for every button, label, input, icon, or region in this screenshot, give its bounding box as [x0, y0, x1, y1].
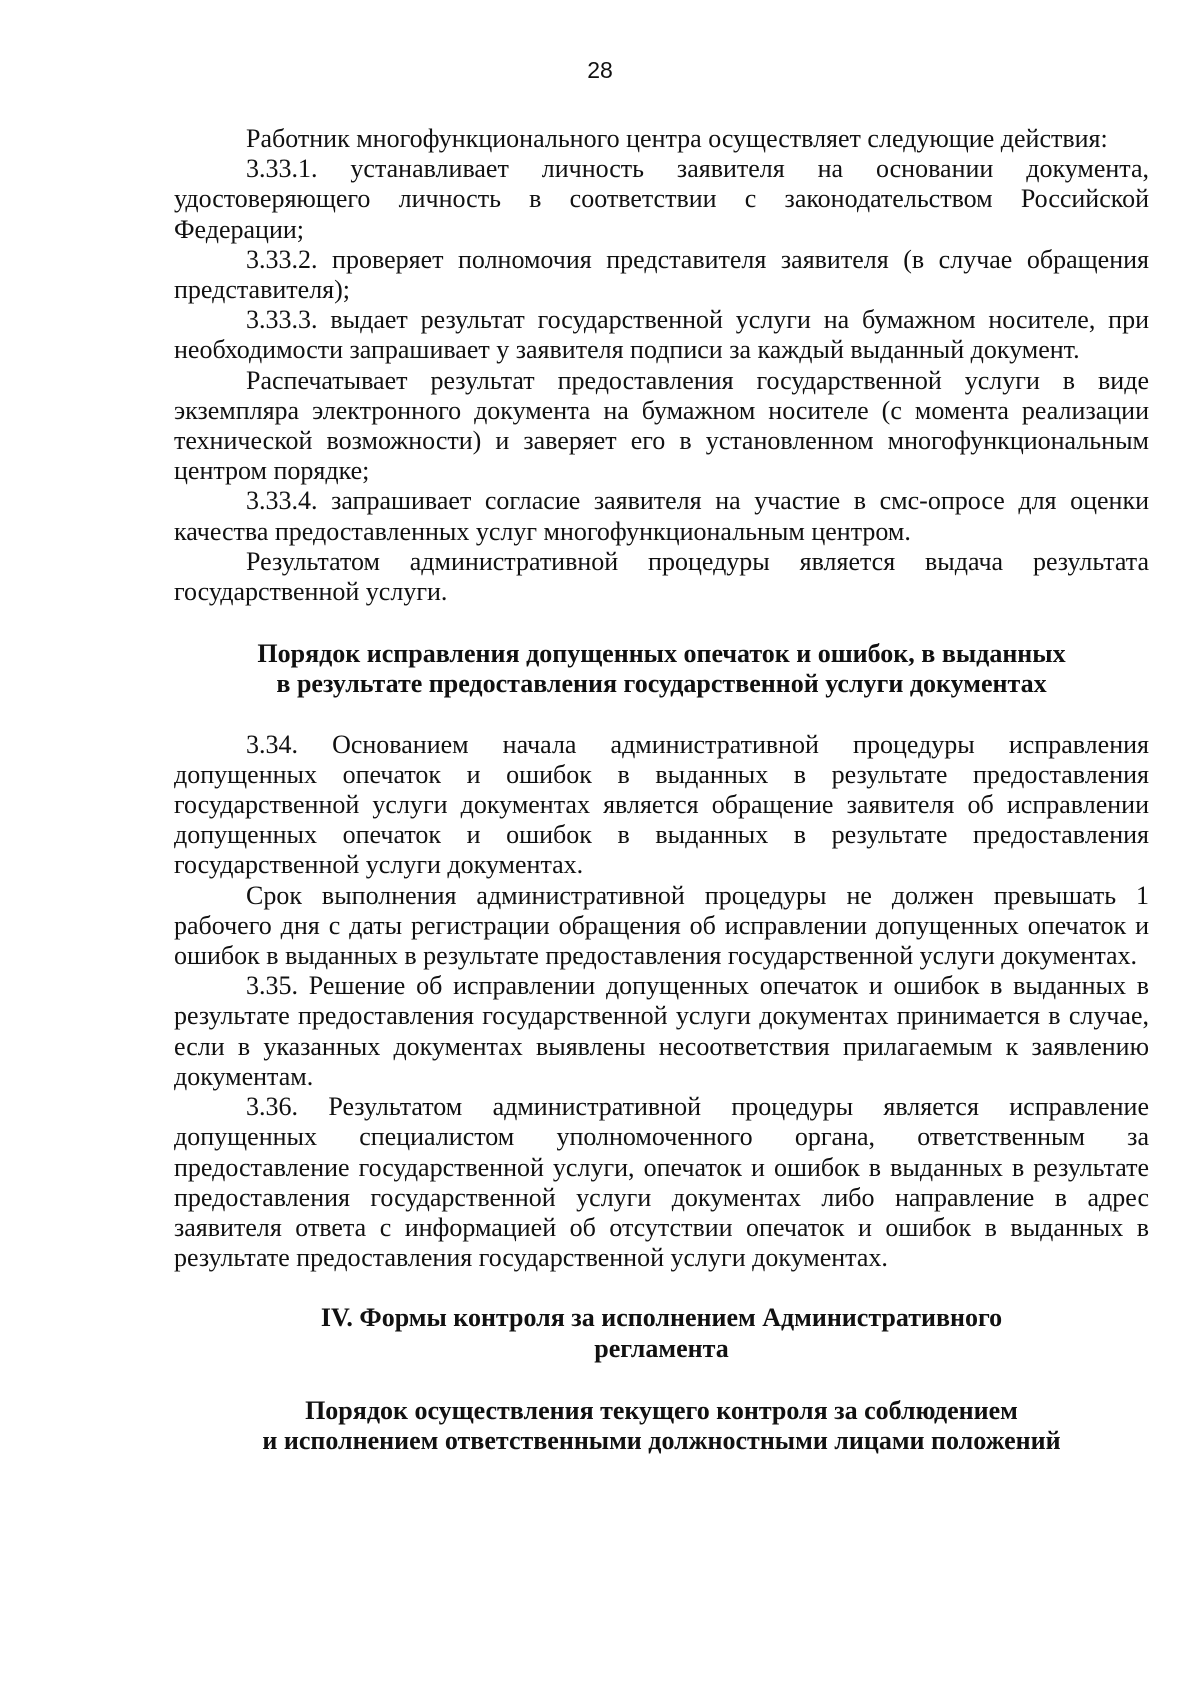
- paragraph-3-33-3: 3.33.3. выдает результат государственной услуги на бумажном носителе, при необходимости запрашивает у заявителя подписи за каждый выданный документ.: [174, 305, 1149, 365]
- paragraph-deadline: Срок выполнения административной процедуры не должен превышать 1 рабочего дня с даты регистрации обращения об исправлении допущенных опечаток и ошибок в выданных в результате предоставления государственной услуги документах.: [174, 880, 1149, 971]
- paragraph-3-33-2: 3.33.2. проверяет полномочия представителя заявителя (в случае обращения представителя);: [174, 244, 1149, 305]
- page-number: 28: [587, 57, 613, 83]
- spacer: [174, 1364, 1149, 1396]
- heading-corrections-line-1: Порядок исправления допущенных опечаток и ошибок, в выданных: [257, 639, 1066, 669]
- spacer: [174, 607, 1149, 639]
- heading-section-iv-line-1: IV. Формы контроля за исполнением Административного: [320, 1303, 1003, 1333]
- paragraph-mfc-actions-intro: Работник многофункционального центра осуществляет следующие действия:: [246, 124, 1108, 153]
- heading-current-control-line-1: Порядок осуществления текущего контроля за соблюдением: [305, 1395, 1018, 1425]
- paragraph-3-34: 3.34. Основанием начала административной процедуры исправления допущенных опечаток и ошибок в выданных в результате предоставления государственной услуги документах является обращение заявителя об исправлении допущенных опечаток и ошибок в выданных в результате предоставления государственной услуги документах.: [174, 729, 1149, 880]
- heading-section-iv-line-2: регламента: [594, 1333, 729, 1363]
- paragraph-3-33-4: 3.33.4. запрашивает согласие заявителя на участие в смс-опросе для оценки качества предоставленных услуг многофункциональным центром.: [174, 486, 1149, 546]
- heading-current-control: [174, 1396, 1149, 1456]
- heading-corrections-line-2: в результате предоставления государственной услуги документах: [276, 669, 1047, 699]
- heading-current-control-line-2: и исполнением ответственными должностными лицами положений: [262, 1425, 1061, 1455]
- paragraph-3-36: 3.36. Результатом административной процедуры является исправление допущенных специалистом уполномоченного органа, ответственным за предоставление государственной услуги, опечаток и ошибок в выданных в результате предоставления государственной услуги документах либо направление в адрес заявителя ответа с информацией об отсутствии опечаток и ошибок в выданных в результате предоставления государственной услуги документах.: [174, 1092, 1149, 1273]
- heading-section-iv: [174, 1303, 1149, 1363]
- paragraph-3-35: 3.35. Решение об исправлении допущенных опечаток и ошибок в выданных в результате предоставления государственной услуги документах принимается в случае, если в указанных документах выявлены несоответствия прилагаемым к заявлению документам.: [174, 971, 1149, 1091]
- heading-corrections: [174, 639, 1149, 699]
- paragraph-3-33-1: 3.33.1. устанавливает личность заявителя на основании документа, удостоверяющего личность в соответствии с законодательством Российской Федерации;: [174, 154, 1149, 244]
- paragraph-print-result: Распечатывает результат предоставления государственной услуги в виде экземпляра электронного документа на бумажном носителе (с момента реализации технической возможности) и заверяет его в установленном многофункциональным центром порядке;: [174, 365, 1149, 486]
- spacer: [174, 700, 1149, 730]
- spacer: [174, 1273, 1149, 1303]
- page-content: [174, 124, 1149, 1456]
- paragraph-procedure-result: Результатом административной процедуры является выдача результата государственной услуги.: [174, 546, 1149, 607]
